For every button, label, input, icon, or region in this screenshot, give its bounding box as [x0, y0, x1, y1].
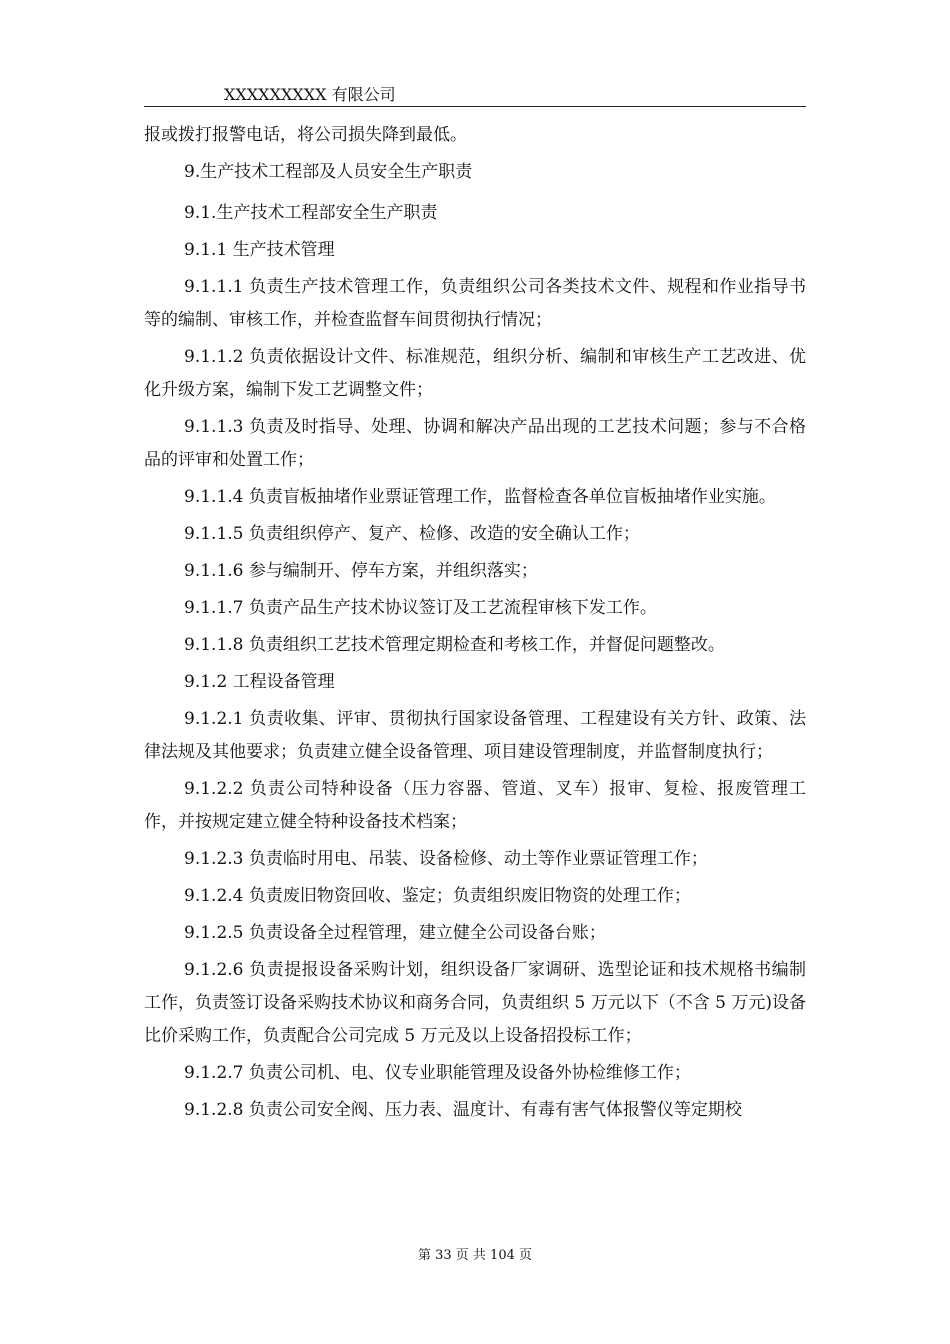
paragraph: 9.1.1.7 负责产品生产技术协议签订及工艺流程审核下发工作。: [184, 598, 657, 618]
paragraph: 9.1.1.6 参与编制开、停车方案，并组织落实；: [184, 561, 538, 581]
page-number: 第 33 页 共 104 页: [417, 1248, 533, 1263]
page-header: [144, 80, 806, 107]
section-heading: 9.1.生产技术工程部安全生产职责: [184, 203, 438, 223]
header-company-name: XXXXXXXXX 有限公司: [224, 85, 396, 104]
paragraph: 9.1.2.2 负责公司特种设备（压力容器、管道、叉车）报审、复检、报废管理工作，并按规定建立健全特种设备技术档案；: [144, 779, 806, 832]
paragraph: 9.1.1.8 负责组织工艺技术管理定期检查和考核工作，并督促问题整改。: [184, 635, 725, 655]
paragraph: 9.1.1.2 负责依据设计文件、标准规范，组织分析、编制和审核生产工艺改进、优化升级方案，编制下发工艺调整文件；: [144, 347, 806, 400]
paragraph: 9.1.2.7 负责公司机、电、仪专业职能管理及设备外协检维修工作；: [184, 1063, 691, 1083]
page-footer: [0, 1247, 950, 1265]
paragraph: 9.1.1.4 负责盲板抽堵作业票证管理工作，监督检查各单位盲板抽堵作业实施。: [184, 487, 776, 507]
paragraph: 9.1.2.3 负责临时用电、吊装、设备检修、动土等作业票证管理工作；: [184, 849, 708, 869]
paragraph: 9.1.1.5 负责组织停产、复产、检修、改造的安全确认工作；: [184, 524, 640, 544]
paragraph: 9.1.2.5 负责设备全过程管理，建立健全公司设备台账；: [184, 923, 606, 943]
paragraph: 报或拨打报警电话，将公司损失降到最低。: [144, 125, 467, 145]
document-body: [144, 119, 806, 1131]
paragraph: 9.1.2.1 负责收集、评审、贯彻执行国家设备管理、工程建设有关方针、政策、法律法规及其他要求；负责建立健全设备管理、项目建设管理制度，并监督制度执行；: [144, 709, 806, 762]
paragraph: 9.1.2.6 负责提报设备采购计划，组织设备厂家调研、选型论证和技术规格书编制工作，负责签订设备采购技术协议和商务合同，负责组织 5 万元以下（不含 5 万元)设备比价采购工作，负责配合公司完成 5 万元及以上设备招投标工作；: [144, 960, 806, 1046]
section-heading: 9.1.2 工程设备管理: [184, 672, 335, 692]
section-heading: 9.1.1 生产技术管理: [184, 240, 335, 260]
paragraph: 9.1.1.3 负责及时指导、处理、协调和解决产品出现的工艺技术问题；参与不合格品的评审和处置工作；: [144, 417, 806, 470]
paragraph: 9.1.2.4 负责废旧物资回收、鉴定；负责组织废旧物资的处理工作；: [184, 886, 691, 906]
section-heading: 9.生产技术工程部及人员安全生产职责: [184, 162, 473, 182]
paragraph: 9.1.2.8 负责公司安全阀、压力表、温度计、有毒有害气体报警仪等定期校: [184, 1100, 742, 1120]
paragraph: 9.1.1.1 负责生产技术管理工作，负责组织公司各类技术文件、规程和作业指导书等的编制、审核工作，并检查监督车间贯彻执行情况；: [144, 277, 806, 330]
